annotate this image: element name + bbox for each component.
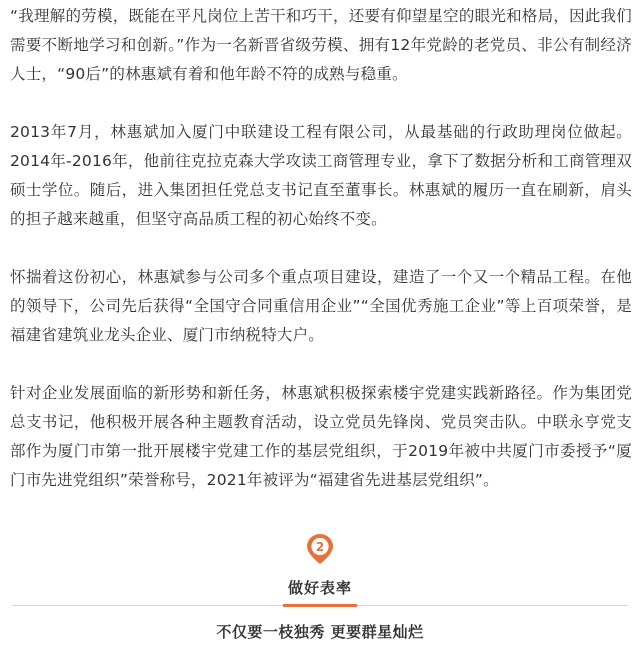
section-divider-accent: [283, 604, 357, 607]
section-header: [0, 533, 640, 655]
article-paragraph: 针对企业发展面临的新形势和新任务，林惠斌积极探索楼宇党建实践新路径。作为集团党总支书记，他积极开展各种主题教育活动，设立党员先锋岗、党员突击队。中联永亨党支部作为厦门市第一批开展楼宇党建工作的基层党组织，于2019年被中共厦门市委授予“厦门市先进党组织”荣誉称号，2021年被评为“福建省先进基层党组织”。: [10, 384, 632, 489]
section-number: 2: [315, 540, 325, 554]
section-title: 做好表率: [287, 579, 352, 597]
section-subtitle: 不仅要一枝独秀 更要群星灿烂: [216, 623, 424, 641]
article-body: [10, 0, 632, 495]
article-paragraph: “我理解的劳模，既能在平凡岗位上苦干和巧干，还要有仰望星空的眼光和格局，因此我们需要不断地学习和创新。”作为一名新晋省级劳模、拥有12年党龄的老党员、非公有制经济人士，“90后”的林惠斌有着和他年龄不符的成熟与稳重。: [10, 7, 632, 83]
article-paragraph: 怀揣着这份初心，林惠斌参与公司多个重点项目建设，建造了一个又一个精品工程。在他的领导下，公司先后获得“全国守合同重信用企业”“全国优秀施工企业”等上百项荣誉，是福建省建筑业龙头企业、厦门市纳税特大户。: [10, 268, 632, 344]
article-paragraph: 2013年7月，林惠斌加入厦门中联建设工程有限公司，从最基础的行政助理岗位做起。2014年-2016年，他前往克拉克森大学攻读工商管理专业，拿下了数据分析和工商管理双硕士学位。随后，进入集团担任党总支书记直至董事长。林惠斌的履历一直在刷新，肩头的担子越来越重，但坚守高品质工程的初心始终不变。: [10, 123, 632, 228]
